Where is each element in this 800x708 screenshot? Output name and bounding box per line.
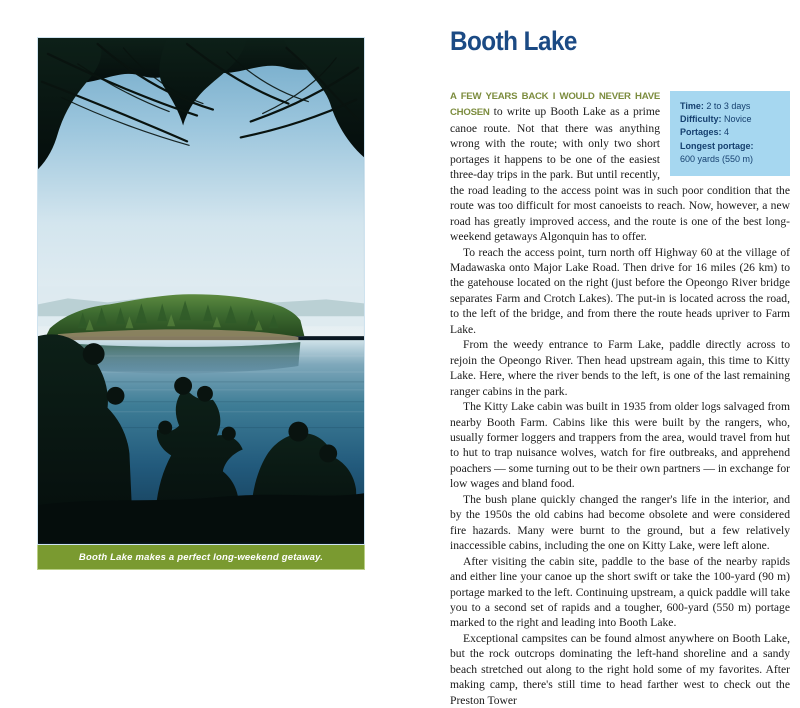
paragraph-7: Exceptional campsites can be found almost anywhere on Booth Lake, but the rock outcrops dominating the left-hand shoreline and a sandy beach stretched out along to the right hold some of my favorites. After making camp, there's still time to head farther west to check out the Preston Tower (450, 631, 790, 707)
paragraph-4: The Kitty Lake cabin was built in 1935 from older logs salvaged from nearby Booth Farm. Cabins like this were built by the rangers, who, usually former loggers and trappers from the area, would travel from hut to hut to trap nuisance wolves, watch for fire outbreaks, and apprehend poachers — some turning out to be their own partners — in exchange for low wages and bland food. (450, 400, 790, 491)
info-label-difficulty: Difficulty: (680, 114, 722, 125)
info-row-longest-portage-label (680, 140, 781, 153)
info-value-difficulty: Novice (724, 114, 752, 125)
booth-lake-photo (37, 37, 365, 545)
info-row-difficulty (680, 113, 781, 126)
article-body (450, 88, 790, 708)
paragraph-2: To reach the access point, turn north off Highway 60 at the village of Madawaska onto Major Lake Road. Then drive for 16 miles (26 km) to the gatehouse located on the right (just before the Opeongo River bridge separates Farm and Crotch Lakes). The put-in is located across the road, to the left of the bridge, and from there the route heads upriver to Farm Lake. (450, 245, 790, 336)
photo-column (37, 37, 365, 570)
paragraph-1-text: to write up Booth Lake as a prime canoe route. Not that there was anything wrong with the route; with only two short portages it happens to be one of the easiest three-day trips in the park. But until recently, the road leading to the access point was in such poor condition that the route was too difficult for most canoeists to reach. Now, however, a new road has greatly improved access, and the route is one of the best long-weekend getaways Algonquin has to offer. (450, 105, 790, 244)
info-label-portages: Portages: (680, 127, 722, 138)
paragraph-3: From the weedy entrance to Farm Lake, paddle directly across to rejoin the Opeongo River. Then head upstream again, this time to Kitty Lake. Here, where the river bends to the left, is one of the last remaining ranger cabins in the park. (450, 338, 790, 398)
photo-caption-bar (37, 545, 365, 570)
lead-in-text: A FEW YEARS BACK I WOULD NEVER HAVE CHOSEN (450, 91, 660, 119)
info-value-longest-portage: 600 yards (550 m) (680, 153, 754, 164)
lake-scene-illustration (38, 38, 364, 543)
info-label-longest-portage: Longest portage: (680, 140, 754, 151)
info-row-longest-portage-value (680, 153, 781, 166)
info-row-portages (680, 126, 781, 139)
paragraph-5: The bush plane quickly changed the ranger's life in the interior, and by the 1950s the old cabins had become obsolete and were considered fire hazards. Many were burnt to the ground, but a few relatively inaccessible cabins, including the one on Kitty Lake, were left alone. (450, 492, 790, 553)
article-column (450, 26, 790, 708)
info-row-time (680, 100, 781, 113)
info-value-time: 2 to 3 days (706, 101, 751, 111)
photo-caption-text: Booth Lake makes a perfect long-weekend getaway. (78, 551, 324, 563)
paragraph-6: After visiting the cabin site, paddle to the base of the nearby rapids and either line your canoe up the short swift or take the 100-yard (90 m) portage marked to the left. Continuing upstream, a quick paddle will take you to a second set of rapids and a tougher, 600-yard (550 m) portage marked to the right and leading into Booth Lake. (450, 554, 790, 630)
info-value-portages: 4 (724, 127, 730, 138)
trip-info-box (670, 91, 790, 176)
page-title: Booth Lake (450, 26, 577, 56)
info-label-time: Time: (680, 101, 704, 111)
